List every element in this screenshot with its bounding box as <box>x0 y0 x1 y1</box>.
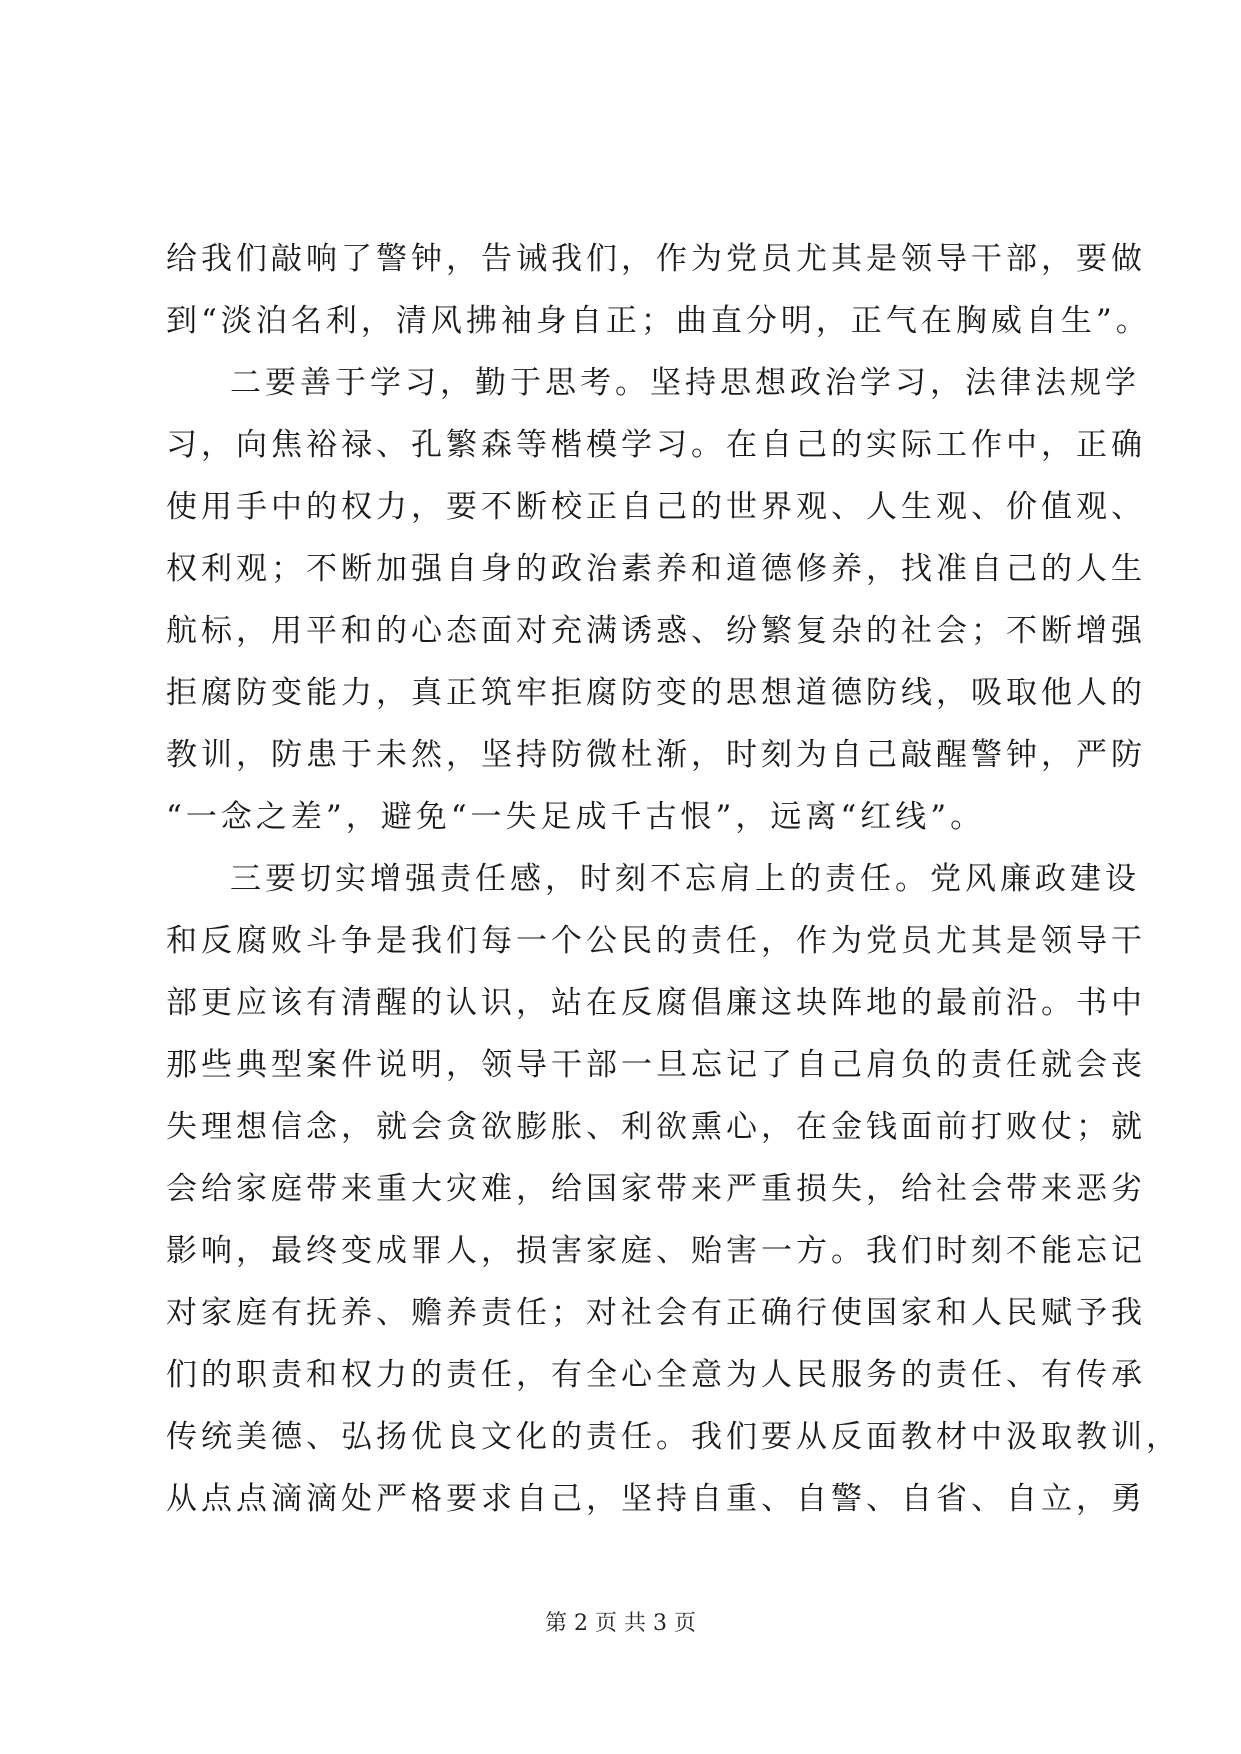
text-line: 和反腐败斗争是我们每一个公民的责任，作为党员尤其是领导干 <box>166 923 1146 959</box>
document-body <box>166 228 1181 1530</box>
text-line: 从点点滴滴处严格要求自己，坚持自重、自警、自省、自立，勇 <box>166 1481 1146 1517</box>
text-line: 传统美德、弘扬优良文化的责任。我们要从反面教材中汲取教训， <box>166 1419 1181 1455</box>
text-line: 权利观；不断加强自身的政治素养和道德修养，找准自己的人生 <box>166 551 1146 587</box>
page-footer <box>0 1609 1241 1639</box>
text-line: 影响，最终变成罪人，损害家庭、贻害一方。我们时刻不能忘记 <box>166 1233 1146 1269</box>
text-line: 二要善于学习，勤于思考。坚持思想政治学习，法律法规学 <box>230 365 1140 401</box>
text-line: 使用手中的权力，要不断校正自己的世界观、人生观、价值观、 <box>166 489 1146 525</box>
text-line: 会给家庭带来重大灾难，给国家带来严重损失，给社会带来恶劣 <box>166 1171 1146 1207</box>
text-line: 给我们敲响了警钟，告诫我们，作为党员尤其是领导干部，要做 <box>166 241 1146 277</box>
text-line: 三要切实增强责任感，时刻不忘肩上的责任。党风廉政建设 <box>230 861 1140 897</box>
text-line: 到“淡泊名利，清风拂袖身自正；曲直分明，正气在胸威自生”。 <box>166 303 1151 339</box>
text-line: 那些典型案件说明，领导干部一旦忘记了自己肩负的责任就会丧 <box>166 1047 1146 1083</box>
page-number-label: 第 2 页 共 3 页 <box>545 1611 696 1636</box>
text-line: “一念之差”，避免“一失足成千古恨”，远离“红线”。 <box>166 799 986 835</box>
text-line: 航标，用平和的心态面对充满诱惑、纷繁复杂的社会；不断增强 <box>166 613 1146 649</box>
text-line: 教训，防患于未然，坚持防微杜渐，时刻为自己敲醒警钟，严防 <box>166 737 1146 773</box>
paragraph-2 <box>166 352 1146 848</box>
text-line: 部更应该有清醒的认识，站在反腐倡廉这块阵地的最前沿。书中 <box>166 985 1146 1021</box>
paragraph-3 <box>166 848 1181 1530</box>
text-line: 拒腐防变能力，真正筑牢拒腐防变的思想道德防线，吸取他人的 <box>166 675 1146 711</box>
text-line: 对家庭有抚养、赡养责任；对社会有正确行使国家和人民赋予我 <box>166 1295 1146 1331</box>
text-line: 失理想信念，就会贪欲膨胀、利欲熏心，在金钱面前打败仗；就 <box>166 1109 1146 1145</box>
paragraph-1 <box>166 228 1151 352</box>
text-line: 们的职责和权力的责任，有全心全意为人民服务的责任、有传承 <box>166 1357 1146 1393</box>
text-line: 习，向焦裕禄、孔繁森等楷模学习。在自己的实际工作中，正确 <box>166 427 1146 463</box>
